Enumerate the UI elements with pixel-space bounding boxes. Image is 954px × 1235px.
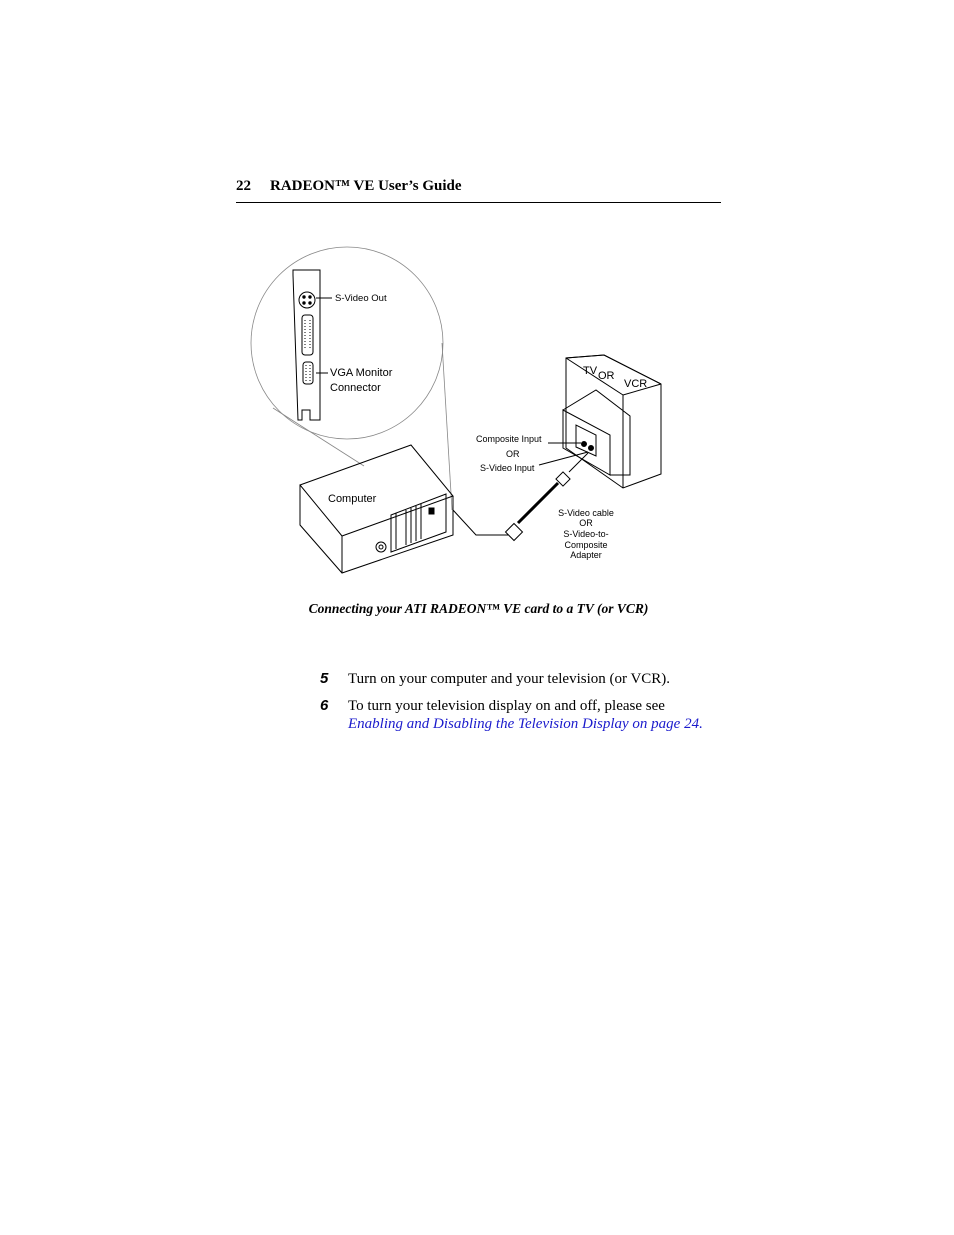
connection-diagram-svg [236, 240, 721, 580]
computer-label: Computer [328, 493, 377, 505]
vga-label-line2: Connector [330, 382, 381, 394]
card-bracket [293, 270, 332, 420]
tv-label: TV [583, 365, 598, 377]
cable-label-line1: S-Video cable [558, 508, 614, 518]
cable-label-line3: S-Video-to- [563, 529, 609, 539]
page-header-title: RADEON™ VE User’s Guide [270, 178, 462, 194]
cable-label-line4: Composite [564, 540, 608, 550]
step-text [348, 697, 743, 733]
vcr-label: VCR [624, 378, 648, 390]
vga-label-line1: VGA Monitor [330, 367, 393, 379]
step-text: Turn on your computer and your television (or VCR). [348, 671, 671, 687]
composite-input-label: Composite Input [476, 434, 542, 444]
page-number: 22 [236, 178, 251, 194]
connection-diagram [236, 240, 721, 580]
page-header [236, 176, 721, 203]
or-input-label: OR [506, 449, 520, 459]
cable-label-line2: OR [579, 518, 593, 528]
figure-caption: Connecting your ATI RADEON™ VE card to a TV (or VCR) [308, 601, 649, 616]
svideo-input-label: S-Video Input [480, 463, 535, 473]
step-number: 5 [320, 670, 329, 687]
computer-illustration [300, 445, 453, 573]
step-text-body: To turn your television display on and off, please see [348, 698, 665, 714]
cross-reference-link[interactable]: Enabling and Disabling the Television Display on page 24. [348, 716, 703, 732]
cable-label-line5: Adapter [570, 550, 602, 560]
or-top-label: OR [598, 370, 615, 382]
step-number: 6 [320, 697, 329, 714]
svideo-out-label: S-Video Out [335, 293, 387, 304]
